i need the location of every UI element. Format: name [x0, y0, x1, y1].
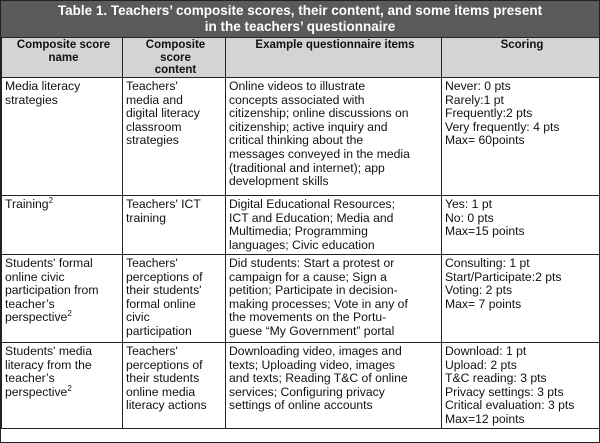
table-row	[2, 196, 600, 255]
cell-scoring: Download: 1 pt Upload: 2 pts T&C reading: 3 pts Privacy settings: 3 pts Critical evaluation: 3 pts Max=12 points	[442, 343, 600, 429]
header-composite-score-name: Composite score name	[2, 38, 123, 78]
cell-name: Students' media literacy from the teacher’s perspective$^2$	[2, 343, 123, 429]
cell-content: Teachers' perceptions of their students online media literacy actions	[123, 343, 226, 429]
header-scoring: Scoring	[442, 38, 600, 78]
cell-items: Online videos to illustrate concepts associated with citizenship; online discussions on citizenship; active inquiry and critical thinking about the messages conveyed in the media (traditional and internet); app development skills	[226, 78, 442, 196]
table-row	[2, 78, 600, 196]
cell-name: Students' formal online civic participation from teacher’s perspective$^2$	[2, 255, 123, 343]
cell-scoring: Never: 0 pts Rarely:1 pt Frequently:2 pts Very frequently: 4 pts Max= 60points	[442, 78, 600, 196]
cell-content: Teachers' perceptions of their students' formal online civic participation	[123, 255, 226, 343]
cell-name: Training$^2$	[2, 196, 123, 255]
caption-line: in the teachers’ questionnaire	[204, 19, 396, 34]
table-caption	[1, 1, 599, 37]
composite-scores-table	[1, 37, 600, 429]
footnote-marker: 2	[67, 309, 72, 319]
caption-line: Table 1. Teachers’ composite scores, their content, and some items present	[57, 3, 543, 18]
cell-items: Did students: Start a protest or campaign for a cause; Sign a petition; Participate in decision- making processes; Vote in any of the movements on the Portu- guese “My Government” portal	[226, 255, 442, 343]
header-example-items: Example questionnaire items	[226, 38, 442, 78]
footnote-marker: 2	[48, 195, 54, 205]
header-composite-score-content: Composite score content	[123, 38, 226, 78]
cell-scoring: Yes: 1 pt No: 0 pts Max=15 points	[442, 196, 600, 255]
cell-content: Teachers' ICT training	[123, 196, 226, 255]
cell-items: Digital Educational Resources; ICT and Education; Media and Multimedia; Programming languages; Civic education	[226, 196, 442, 255]
footnote-marker: 2	[67, 383, 72, 393]
cell-content: Teachers' media and digital literacy classroom strategies	[123, 78, 226, 196]
cell-items: Downloading video, images and texts; Uploading video, images and texts; Reading T&C of online services; Configuring privacy settings of online accounts	[226, 343, 442, 429]
cell-scoring: Consulting: 1 pt Start/Participate:2 pts Voting: 2 pts Max= 7 points	[442, 255, 600, 343]
cell-name: Media literacy strategies	[2, 78, 123, 196]
header-row	[2, 38, 600, 78]
table-row	[2, 343, 600, 429]
table-row	[2, 255, 600, 343]
